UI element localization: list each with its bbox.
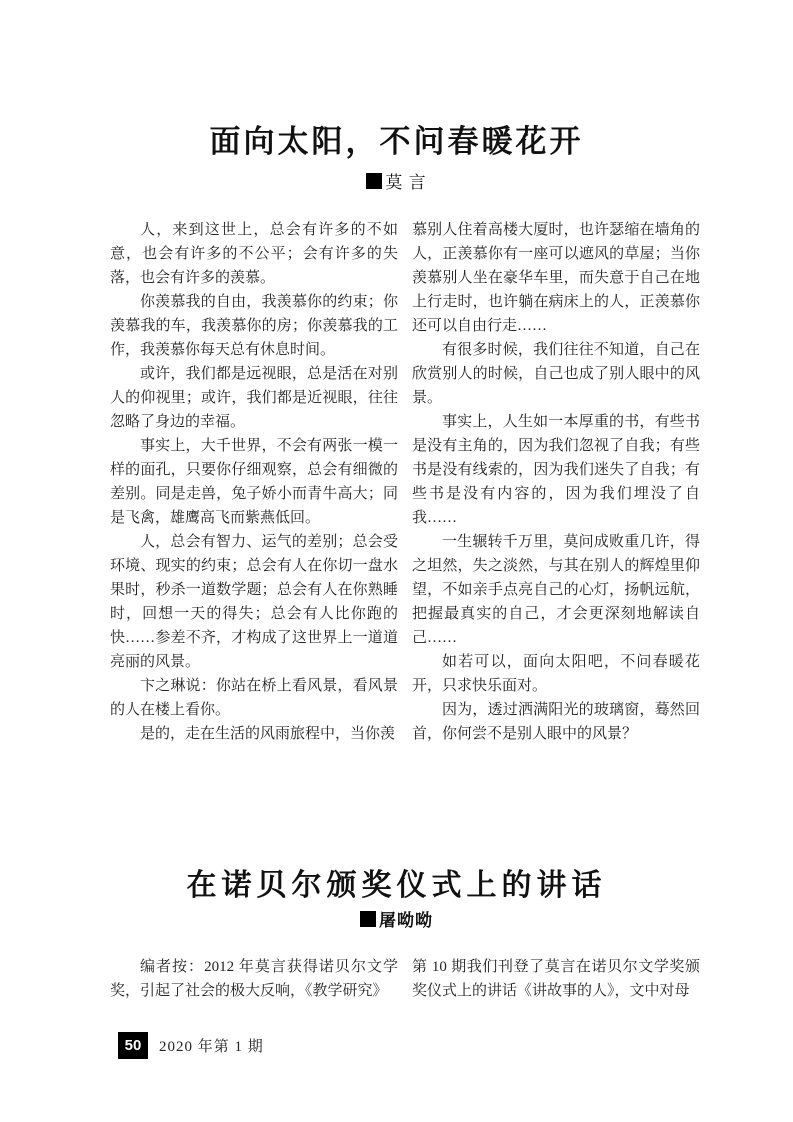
page-footer: [118, 1032, 264, 1059]
article-1-author-line: [0, 168, 793, 193]
paragraph: 编者按：2012 年莫言获得诺贝尔文学奖，引起了社会的极大反响，《教学研究》: [110, 959, 398, 999]
paragraph: 有很多时候，我们往往不知道，自己在欣赏别人的时候，自己也成了别人眼中的风景。: [412, 342, 700, 406]
paragraph: 是的，走在生活的风雨旅程中，当你羡: [140, 726, 396, 742]
article-2-author-name: 屠呦呦: [379, 911, 433, 930]
paragraph: 一生辗转千万里，莫问成败重几许，得之坦然，失之淡然，与其在别人的辉煌里仰望，不如亲手点亮自己的心灯，扬帆远航，把握最真实的自己，才会更深刻地解读自己……: [412, 534, 700, 646]
article-1-title: 面向太阳，不问春暖花开: [209, 124, 584, 159]
paragraph: 或许，我们都是远视眼，总是活在对别人的仰视里；或许，我们都是近视眼，往往忽略了身边的幸福。: [110, 366, 398, 430]
paragraph: 如若可以，面向太阳吧，不问春暖花开，只求快乐面对。: [412, 654, 700, 694]
paragraph: 人，来到这世上，总会有许多的不如意，也会有许多的不公平；会有许多的失落，也会有许多的羡慕。: [110, 222, 398, 286]
article-1-author-name: 莫 言: [385, 173, 427, 192]
paragraph: 事实上，人生如一本厚重的书，有些书是没有主角的，因为我们忽视了自我；有些书是没有线索的，因为我们迷失了自我；有些书是没有内容的，因为我们埋没了自我……: [412, 414, 700, 526]
issue-label: 2020 年第 1 期: [159, 1039, 264, 1055]
paragraph: 你羡慕我的自由，我羡慕你的约束；你羡慕我的车，我羡慕你的房；你羡慕我的工作，我羡慕你每天总有休息时间。: [110, 294, 398, 358]
paragraph: 卞之琳说：你站在桥上看风景，看风景的人在楼上看你。: [110, 678, 398, 718]
black-square-icon: [366, 173, 382, 189]
article-2-right-column: [412, 955, 700, 1003]
article-1-right-column: [412, 218, 700, 746]
article-1-body: [110, 218, 700, 746]
article-2-title: 在诺贝尔颁奖仪式上的讲话: [186, 869, 607, 902]
article-2-body: [110, 955, 700, 1003]
article-1-left-column: [110, 218, 398, 746]
article-2-left-column: [110, 955, 398, 1003]
paragraph: 第 10 期我们刊登了莫言在诺贝尔文学奖颁奖仪式上的讲话《讲故事的人》，文中对母: [412, 959, 700, 999]
paragraph: 人，总会有智力、运气的差别；总会受环境、现实的约束；总会有人在你切一盘水果时，秒杀一道数学题；总会有人在你熟睡时，回想一天的得失；总会有人比你跑的快……参差不齐，才构成了这世界上一道道亮丽的风景。: [110, 534, 398, 670]
black-square-icon: [360, 911, 376, 927]
page-number-badge: 50: [118, 1032, 148, 1059]
paragraph: 慕别人住着高楼大厦时，也许瑟缩在墙角的人，正羡慕你有一座可以遮风的草屋；当你羡慕别人坐在豪华车里，而失意于自己在地上行走时，也许躺在病床上的人，正羡慕你还可以自由行走……: [412, 222, 700, 334]
article-2-author-line: [0, 906, 793, 931]
paragraph: 因为，透过洒满阳光的玻璃窗，蓦然回首，你何尝不是别人眼中的风景？: [412, 702, 700, 742]
paragraph: 事实上，大千世界，不会有两张一模一样的面孔，只要你仔细观察，总会有细微的差别。同是走兽，兔子娇小而青牛高大；同是飞禽，雄鹰高飞而紫燕低回。: [110, 438, 398, 526]
